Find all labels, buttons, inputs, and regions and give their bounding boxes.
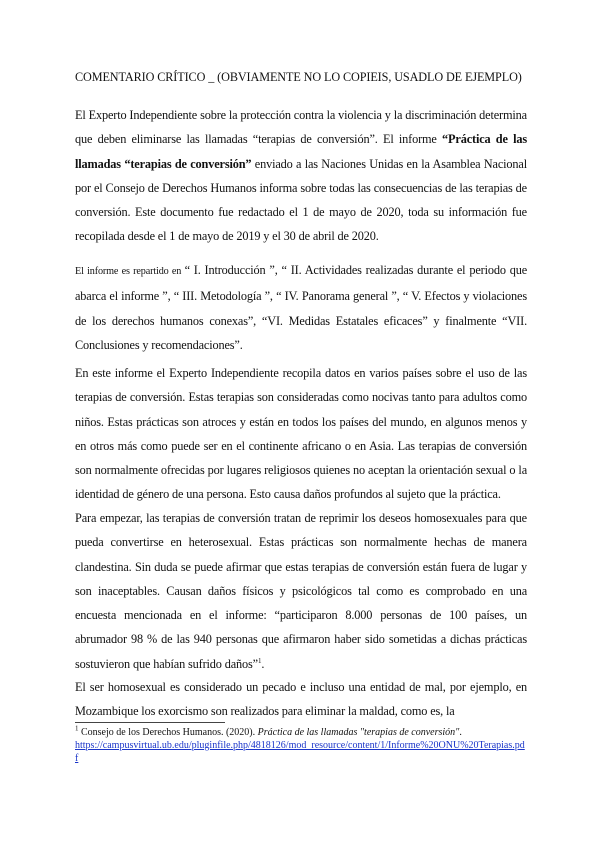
footnote-title-italic: Práctica de las llamadas "terapias de conversión": [257, 727, 460, 738]
paragraph-effects-text-a: Para empezar, las terapias de conversión tratan de reprimir los deseos homosexuales para que pueda convertirse en heterosexual. Estas prácticas son normalmente hechas de manera clandestina. Sin duda se puede afirmar que estas terapias de conversión están fuera de lugar y son inaceptables. Causan daños físicos y psicológicos tal como es comprobado en una encuesta mencionada en el informe: “participaron 8.000 personas de 100 países, un abrumador 98 % de las 940 personas que afirmaron haber sido sometidas a dichas prácticas sostuvieron que habían sufrido daños”: [75, 511, 527, 671]
report-title-bold: “Práctica de las llamadas “terapias de conversión”: [75, 132, 527, 171]
paragraph-effects-text-b: .: [261, 656, 265, 671]
footnote-text-b: .: [459, 727, 462, 738]
paragraph-intro: [75, 103, 527, 249]
footnote-reference[interactable]: 1: [257, 656, 262, 665]
footnote-mark: 1: [75, 724, 79, 733]
footnote-divider: [75, 722, 225, 723]
paragraph-structure: [75, 258, 527, 357]
paragraph-data: En este informe el Experto Independiente recopila datos en varios países sobre el uso de las terapias de conversión. Estas terapias son consideradas como nocivas tanto para adultos como niños. Estas prácticas son atroces y están en todos los países del mundo, en algunos menos y en otros más como puede ser en el continente africano o en Asia. Las terapias de conversión son normalmente ofrecidas por lugares religiosos quienes no aceptan la orientación sexual o la identidad de género de una persona. Esto causa daños profundos al sujeto que la práctica.: [75, 366, 527, 502]
paragraph-religion: El ser homosexual es considerado un pecado e incluso una entidad de mal, por ejemplo, en Mozambique los exorcismo son realizados para eliminar la maldad, como es, la: [75, 680, 527, 719]
paragraph-effects: [75, 506, 527, 676]
paragraph-structure-text: “ I. Introducción ”, “ II. Actividades realizadas durante el periodo que abarca el informe ”, “ III. Metodología ”, “ IV. Panorama general ”, “ V. Efectos y violaciones de los derechos humanos conexas”, “VI. Medidas Estatales eficaces” y finalmente “VII. Conclusiones y recomendaciones”.: [75, 263, 528, 352]
paragraph-intro-text-b: enviado a las Naciones Unidas en la Asamblea Nacional por el Consejo de Derechos Humanos informa sobre todas las consecuencias de las terapias de conversión. Este documento fue redactado el 1 de mayo de 2020, toda su información fue recopilada desde el 1 de mayo de 2019 y el 30 de abril de 2020.: [75, 156, 527, 244]
footnote-text-a: Consejo de los Derechos Humanos. (2020).: [78, 727, 258, 738]
document-title: COMENTARIO CRÍTICO _ (OBVIAMENTE NO LO COPIEIS, USADLO DE EJEMPLO): [75, 70, 522, 84]
footnote-link[interactable]: https://campusvirtual.ub.edu/pluginfile.php/4818126/mod_resource/content/1/Informe%20ONU%20Terapias.pdf: [75, 740, 525, 764]
paragraph-intro-text-a: El Experto Independiente sobre la protección contra la violencia y la discriminación determina que deben eliminarse las llamadas “terapias de conversión”. El informe: [75, 108, 527, 147]
footnote: [75, 726, 527, 765]
paragraph-structure-lead: El informe es repartido en: [75, 266, 185, 277]
